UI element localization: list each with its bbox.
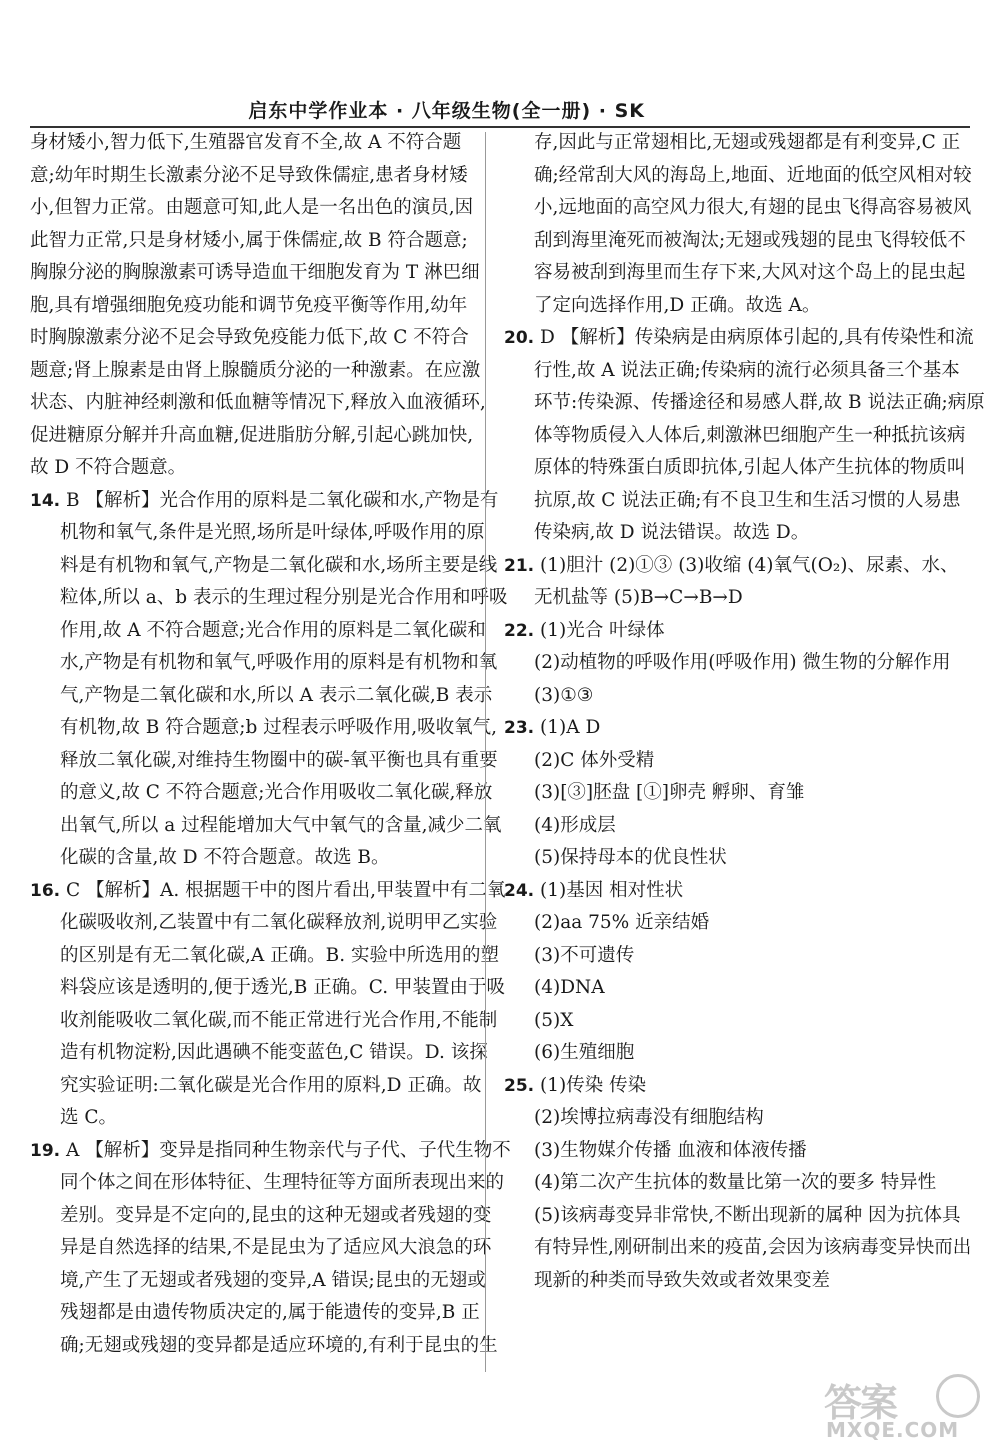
line-text: 促进糖原分解并升高血糖,促进脂肪分解,引起心跳加快, [30, 424, 474, 446]
text-line [30, 127, 466, 160]
line-text: 胞,具有增强细胞免疫功能和调节免疫平衡等作用,幼年 [30, 294, 468, 316]
column-divider [485, 132, 486, 1372]
text-line [30, 1232, 492, 1265]
line-text: 机物和氧气,条件是光照,场所是叶绿体,呼吸作用的原 [60, 522, 485, 543]
text-line [30, 680, 493, 713]
line-text: 有特异性,刚研制出来的疫苗,会因为该病毒变异快而出 [534, 1237, 972, 1258]
line-text: (5)保持母本的优良性状 [534, 847, 727, 868]
line-text: (5)X [534, 1009, 574, 1031]
text-line [504, 907, 970, 940]
line-text: 料袋应该是透明的,便于透光,B 正确。C. 甲装置由于吸 [60, 977, 505, 998]
line-text: 小,但智力正常。由题意可知,此人是一名出色的演员,因 [30, 197, 474, 218]
line-text: 料是有机物和氧气,产物是二氧化碳和水,场所主要是线 [60, 554, 498, 576]
line-text: (3)①③ [534, 684, 594, 706]
watermark-logo: 答案 [824, 1381, 897, 1425]
line-text: (6)生殖细胞 [534, 1042, 635, 1063]
line-text: 了定向选择作用,D 正确。故选 A。 [534, 294, 821, 316]
text-line [504, 745, 970, 778]
text-line [504, 615, 970, 648]
text-line [30, 907, 498, 940]
text-line [30, 777, 493, 810]
line-text: 行性,故 A 说法正确;传染病的流行必须具备三个基本 [534, 359, 960, 381]
text-line [504, 420, 970, 453]
line-text: (1)A D [540, 717, 601, 738]
line-text: 状态、内脏神经刺激和低血糖等情况下,释放入血液循环, [30, 392, 486, 413]
line-text: 气,产物是二氧化碳和水,所以 A 表示二氧化碳,B 表示 [60, 684, 493, 706]
text-line [504, 680, 970, 713]
line-text: 无机盐等 (5)B→C→B→D [534, 587, 743, 608]
line-text: (3)不可遗传 [534, 944, 635, 966]
line-text: (2)埃博拉病毒没有细胞结构 [534, 1107, 764, 1128]
line-text: (1)光合 叶绿体 [540, 619, 665, 641]
line-text: 小,远地面的高空风力很大,有翅的昆虫飞得高容易被风 [534, 197, 972, 218]
text-line [504, 582, 970, 615]
line-text: 时胸腺激素分泌不足会导致免疫能力低下,故 C 不符合 [30, 327, 469, 348]
text-line [30, 842, 466, 875]
text-line [30, 1102, 466, 1135]
page-title: 启东中学作业本 · 八年级生物(全一册) · SK [248, 100, 645, 122]
line-text: C 【解析】A. 根据题干中的图片看出,甲装置中有二氧 [66, 879, 506, 901]
text-line [30, 452, 466, 485]
line-text: 化碳吸收剂,乙装置中有二氧化碳释放剂,说明甲乙实验 [60, 912, 498, 933]
question-number: 23. [504, 718, 535, 738]
text-line [504, 1200, 970, 1233]
line-text: 原体的特殊蛋白质即抗体,引起人体产生抗体的物质叫 [534, 457, 966, 478]
question-number: 21. [504, 555, 535, 576]
line-text: 身材矮小,智力低下,生殖器官发育不全,故 A 不符合题 [30, 132, 462, 153]
text-line [504, 452, 970, 485]
question-number: 24. [504, 880, 535, 901]
text-line [504, 355, 970, 388]
text-line [30, 1037, 488, 1070]
text-line [30, 387, 486, 420]
text-line [504, 225, 970, 258]
text-line [504, 160, 970, 193]
line-text: A 【解析】变异是指同种生物亲代与子代、子代生物不 [66, 1139, 511, 1161]
text-line [504, 322, 974, 355]
question-number: 25. [504, 1075, 535, 1096]
line-text: 体等物质侵入人体后,刺激淋巴细胞产生一种抵抗该病 [534, 424, 966, 446]
line-text: 造有机物淀粉,因此遇碘不能变蓝色,C 错误。D. 该探 [60, 1042, 488, 1063]
line-text: B 【解析】光合作用的原料是二氧化碳和水,产物是有 [66, 489, 499, 511]
line-text: 作用,故 A 不符合题意;光合作用的原料是二氧化碳和 [60, 619, 486, 641]
line-text: 题意;肾上腺素是由肾上腺髓质分泌的一种激素。在应激 [30, 359, 481, 381]
line-text: 同个体之间在形体特征、生理特征等方面所表现出来的 [60, 1172, 505, 1193]
page-header [0, 96, 1000, 126]
right-column [504, 127, 985, 1297]
left-column [30, 127, 511, 1362]
text-line [504, 257, 970, 290]
line-text: (4)第二次产生抗体的数量比第一次的要多 特异性 [534, 1172, 937, 1193]
text-line [30, 517, 485, 550]
watermark-badge-icon [936, 1374, 980, 1418]
text-line [30, 1265, 486, 1298]
text-line [504, 972, 970, 1005]
text-line [30, 1070, 482, 1103]
text-line [504, 127, 970, 160]
text-line [30, 582, 508, 615]
text-line [30, 322, 469, 355]
text-line [30, 1135, 511, 1168]
text-line [30, 940, 499, 973]
text-line [30, 485, 499, 518]
text-line [30, 972, 505, 1005]
text-line [504, 1005, 970, 1038]
text-line [504, 1265, 970, 1298]
text-line [30, 1167, 505, 1200]
line-text: (2)动植物的呼吸作用(呼吸作用) 微生物的分解作用 [534, 652, 951, 673]
line-text: (3)生物媒介传播 血液和体液传播 [534, 1139, 807, 1161]
text-line [504, 940, 970, 973]
line-text: 存,因此与正常翅相比,无翅或残翅都是有利变异,C 正 [534, 132, 961, 153]
line-text: (4)DNA [534, 977, 605, 998]
text-line [504, 550, 970, 583]
line-text: (1)胆汁 (2)①③ (3)收缩 (4)氧气(O₂)、尿素、水、 [540, 554, 959, 576]
text-line [30, 420, 474, 453]
text-line [30, 160, 466, 193]
line-text: 粒体,所以 a、b 表示的生理过程分别是光合作用和呼吸 [60, 587, 508, 608]
line-text: 故 D 不符合题意。 [30, 457, 187, 478]
line-text: 化碳的含量,故 D 不符合题意。故选 B。 [60, 847, 390, 868]
line-text: (1)传染 传染 [540, 1074, 647, 1096]
line-text: 刮到海里淹死而被淘汰;无翅或残翅的昆虫飞得较低不 [534, 229, 966, 251]
text-line [30, 290, 466, 323]
line-text: 水,产物是有机物和氧气,呼吸作用的原料是有机物和氧 [60, 652, 498, 673]
text-line [30, 712, 497, 745]
text-line [504, 712, 970, 745]
text-line [504, 192, 970, 225]
text-line [30, 550, 498, 583]
text-line [30, 192, 474, 225]
line-text: 确;无翅或残翅的变异都是适应环境的,有利于昆虫的生 [60, 1334, 498, 1356]
text-line [30, 810, 502, 843]
line-text: (5)该病毒变异非常快,不断出现新的属种 因为抗体具 [534, 1204, 961, 1226]
line-text: 胸腺分泌的胸腺激素可诱导造血干细胞发育为 T 淋巴细 [30, 262, 480, 283]
text-line [504, 387, 985, 420]
question-number: 14. [30, 490, 61, 511]
text-line [30, 1297, 480, 1330]
text-line [504, 1037, 970, 1070]
line-text: 确;经常刮大风的海岛上,地面、近地面的低空风相对较 [534, 164, 972, 186]
line-text: 抗原,故 C 说法正确;有不良卫生和生活习惯的人易患 [534, 489, 961, 511]
text-line [30, 1330, 498, 1363]
line-text: 出氧气,所以 a 过程能增加大气中氧气的含量,减少二氧 [60, 814, 502, 836]
line-text: 的意义,故 C 不符合题意;光合作用吸收二氧化碳,释放 [60, 782, 493, 803]
line-text: 究实验证明:二氧化碳是光合作用的原料,D 正确。故 [60, 1074, 482, 1096]
text-line [30, 615, 486, 648]
text-line [30, 875, 506, 908]
line-text: 释放二氧化碳,对维持生物圈中的碳-氧平衡也具有重要 [60, 749, 498, 771]
text-line [504, 1167, 970, 1200]
watermark-url: MXQE.COM [826, 1418, 960, 1442]
text-line [30, 355, 481, 388]
line-text: 收剂能吸收二氧化碳,而不能正常进行光合作用,不能制 [60, 1009, 498, 1031]
line-text: 容易被刮到海里而生存下来,大风对这个岛上的昆虫起 [534, 262, 966, 283]
line-text: 有机物,故 B 符合题意;b 过程表示呼吸作用,吸收氧气, [60, 717, 497, 738]
line-text: 现新的种类而导致失效或者效果变差 [534, 1269, 831, 1291]
text-line [504, 647, 970, 680]
line-text: D 【解析】传染病是由病原体引起的,具有传染性和流 [540, 327, 974, 348]
line-text: (2)aa 75% 近亲结婚 [534, 912, 710, 933]
line-text: 残翅都是由遗传物质决定的,属于能遗传的变异,B 正 [60, 1302, 480, 1323]
text-line [30, 225, 466, 258]
text-line [504, 290, 970, 323]
line-text: 差别。变异是不定向的,昆虫的这种无翅或者残翅的变 [60, 1204, 492, 1226]
text-line [30, 257, 480, 290]
text-line [30, 745, 498, 778]
question-number: 20. [504, 328, 535, 348]
question-number: 22. [504, 620, 535, 641]
text-line [504, 810, 970, 843]
text-line [504, 1102, 970, 1135]
line-text: (4)形成层 [534, 814, 616, 836]
line-text: (3)[③]胚盘 [①]卵壳 孵卵、育雏 [534, 782, 805, 803]
watermark [818, 1372, 978, 1442]
question-number: 19. [30, 1140, 61, 1161]
text-line [504, 1135, 970, 1168]
text-line [30, 647, 498, 680]
line-text: (2)C 体外受精 [534, 749, 655, 771]
line-text: 此智力正常,只是身材矮小,属于侏儒症,故 B 符合题意; [30, 229, 468, 251]
question-number: 16. [30, 880, 61, 901]
text-line [504, 777, 970, 810]
line-text: (1)基因 相对性状 [540, 879, 684, 901]
line-text: 的区别是有无二氧化碳,A 正确。B. 实验中所选用的塑 [60, 944, 499, 966]
line-text: 选 C。 [60, 1107, 118, 1128]
text-line [504, 485, 970, 518]
line-text: 环节:传染源、传播途径和易感人群,故 B 说法正确;病原 [534, 392, 985, 413]
line-text: 意;幼年时期生长激素分泌不足导致侏儒症,患者身材矮 [30, 164, 468, 186]
text-line [30, 1200, 492, 1233]
line-text: 境,产生了无翅或者残翅的变异,A 错误;昆虫的无翅或 [60, 1269, 486, 1291]
text-line [30, 1005, 498, 1038]
text-line [504, 842, 970, 875]
text-line [504, 1232, 970, 1265]
line-text: 传染病,故 D 说法错误。故选 D。 [534, 522, 810, 543]
text-line [504, 1070, 970, 1103]
line-text: 异是自然选择的结果,不是昆虫为了适应风大浪急的环 [60, 1237, 492, 1258]
text-line [504, 517, 970, 550]
text-line [504, 875, 970, 908]
